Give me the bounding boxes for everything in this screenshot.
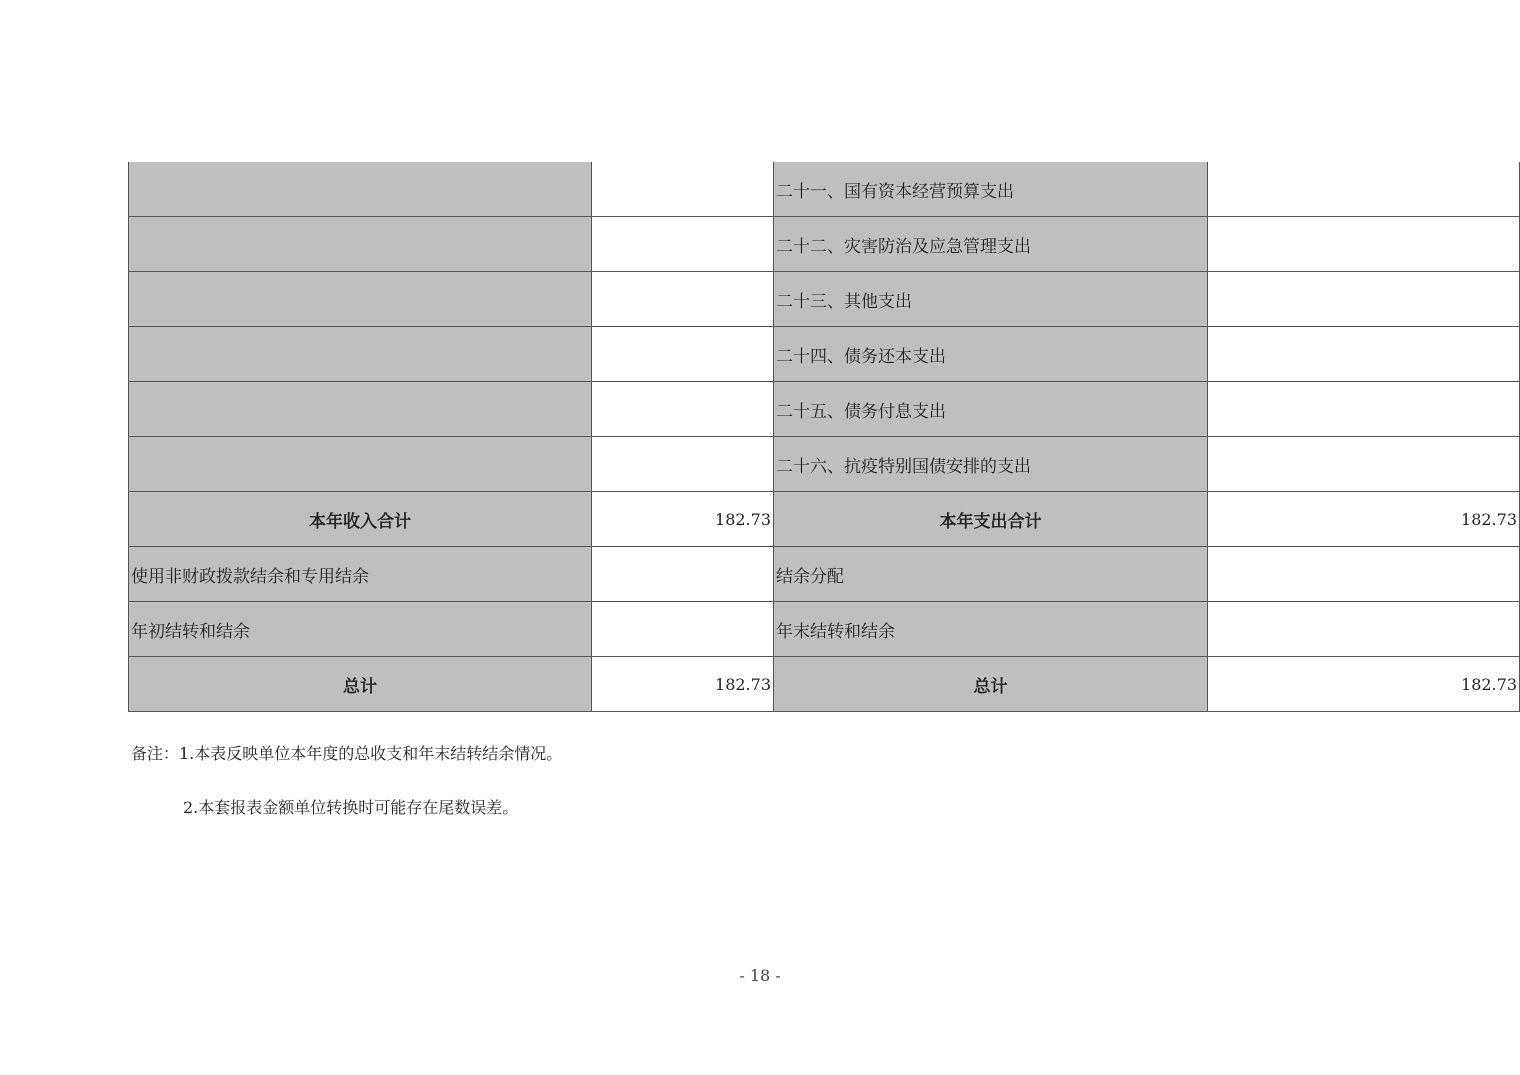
grand-total-expense-value: 182.73: [1208, 657, 1520, 712]
income-value-cell: [592, 272, 774, 327]
expense-label-cell: 结余分配: [774, 547, 1208, 602]
expense-value-cell: [1208, 272, 1520, 327]
income-label-cell: [129, 437, 592, 492]
table-row: [129, 272, 1520, 327]
expense-label-cell: 二十六、抗疫特别国债安排的支出: [774, 437, 1208, 492]
grand-total-row: [129, 657, 1520, 712]
income-label-cell: [129, 162, 592, 217]
expense-label-cell: 年末结转和结余: [774, 602, 1208, 657]
expense-value-cell: [1208, 382, 1520, 437]
grand-total-expense-label: 总计: [774, 657, 1208, 712]
income-value-cell: [592, 437, 774, 492]
table-row: [129, 217, 1520, 272]
expense-value-cell: [1208, 162, 1520, 217]
expense-label-cell: 二十五、债务付息支出: [774, 382, 1208, 437]
expense-value-cell: [1208, 327, 1520, 382]
annual-income-total-label: 本年收入合计: [129, 492, 592, 547]
grand-total-income-label: 总计: [129, 657, 592, 712]
table-row: [129, 162, 1520, 217]
table-row: [129, 327, 1520, 382]
remark-line-1: 备注：1.本表反映单位本年度的总收支和年末结转结余情况。: [131, 744, 563, 763]
income-value-cell: [592, 327, 774, 382]
expense-value-cell: [1208, 437, 1520, 492]
expense-label-cell: 二十四、债务还本支出: [774, 327, 1208, 382]
expense-value-cell: [1208, 217, 1520, 272]
income-label-cell: [129, 272, 592, 327]
annual-expense-total-label: 本年支出合计: [774, 492, 1208, 547]
income-label-cell: [129, 217, 592, 272]
income-expense-table: [128, 162, 1520, 712]
expense-value-cell: [1208, 547, 1520, 602]
income-value-cell: [592, 217, 774, 272]
income-label-cell: 使用非财政拨款结余和专用结余: [129, 547, 592, 602]
income-value-cell: [592, 547, 774, 602]
income-label-cell: [129, 327, 592, 382]
table-row: [129, 602, 1520, 657]
expense-label-cell: 二十一、国有资本经营预算支出: [774, 162, 1208, 217]
expense-label-cell: 二十三、其他支出: [774, 272, 1208, 327]
grand-total-income-value: 182.73: [592, 657, 774, 712]
annual-expense-total-value: 182.73: [1208, 492, 1520, 547]
expense-label-cell: 二十二、灾害防治及应急管理支出: [774, 217, 1208, 272]
income-value-cell: [592, 382, 774, 437]
table-row: [129, 437, 1520, 492]
page-number: - 18 -: [739, 966, 781, 985]
remark-line-2: 2.本套报表金额单位转换时可能存在尾数误差。: [183, 798, 519, 817]
table-row: [129, 547, 1520, 602]
income-value-cell: [592, 162, 774, 217]
annual-income-total-value: 182.73: [592, 492, 774, 547]
income-value-cell: [592, 602, 774, 657]
expense-value-cell: [1208, 602, 1520, 657]
table-row: [129, 382, 1520, 437]
annual-total-row: [129, 492, 1520, 547]
income-label-cell: 年初结转和结余: [129, 602, 592, 657]
income-label-cell: [129, 382, 592, 437]
